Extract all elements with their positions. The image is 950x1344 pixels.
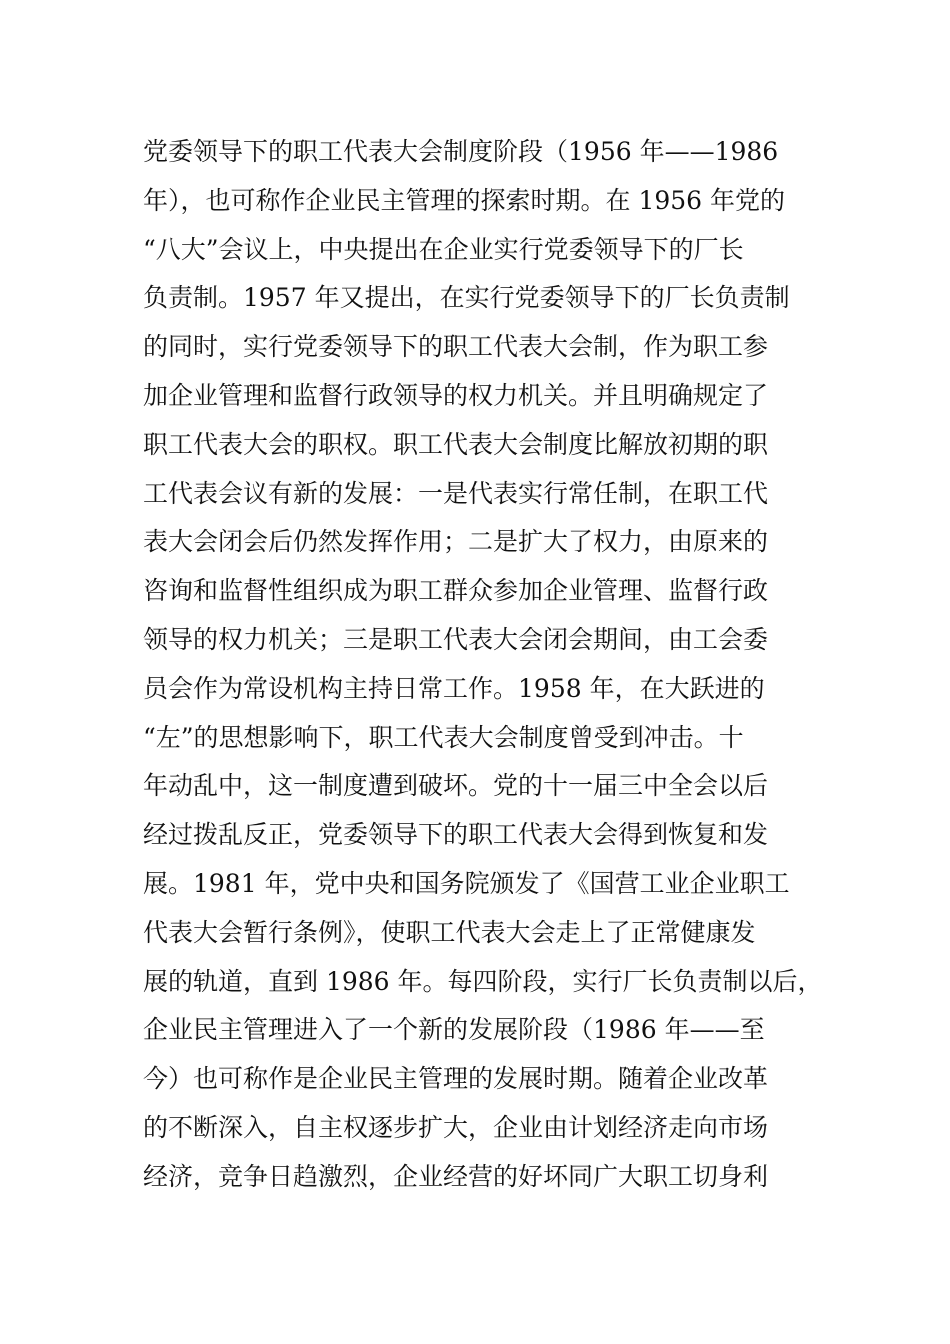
text-line: 的不断深入，自主权逐步扩大，企业由计划经济走向市场 [143, 1112, 769, 1142]
text-line: 企业民主管理进入了一个新的发展阶段（1986 年——至 [143, 1015, 765, 1045]
text-line: 工代表会议有新的发展：一是代表实行常任制，在职工代 [143, 478, 769, 508]
text-line: 年），也可称作企业民主管理的探索时期。在 1956 年党的 [143, 185, 786, 215]
text-line: 经济，竞争日趋激烈，企业经营的好坏同广大职工切身利 [143, 1161, 769, 1191]
text-line: 加企业管理和监督行政领导的权力机关。并且明确规定了 [143, 380, 769, 410]
text-line: 领导的权力机关；三是职工代表大会闭会期间，由工会委 [143, 624, 769, 654]
text-line: “八大”会议上，中央提出在企业实行党委领导下的厂长 [143, 234, 744, 264]
text-line: 负责制。1957 年又提出，在实行党委领导下的厂长负责制 [143, 283, 790, 313]
text-line: 年动乱中，这一制度遭到破坏。党的十一届三中全会以后 [143, 771, 769, 801]
text-line: 展的轨道，直到 1986 年。每四阶段，实行厂长负责制以后， [143, 966, 823, 996]
text-line: 咨询和监督性组织成为职工群众参加企业管理、监督行政 [143, 576, 769, 606]
text-line: 的同时，实行党委领导下的职工代表大会制，作为职工参 [143, 332, 769, 362]
body-paragraph [143, 128, 823, 1202]
text-line: 今）也可称作是企业民主管理的发展时期。随着企业改革 [143, 1064, 769, 1094]
text-line: 经过拨乱反正，党委领导下的职工代表大会得到恢复和发 [143, 820, 769, 850]
text-line: 党委领导下的职工代表大会制度阶段（1956 年——1986 [143, 137, 779, 166]
text-line: 代表大会暂行条例》，使职工代表大会走上了正常健康发 [143, 917, 756, 947]
text-line: 职工代表大会的职权。职工代表大会制度比解放初期的职 [143, 429, 769, 459]
text-line: 表大会闭会后仍然发挥作用；二是扩大了权力，由原来的 [143, 527, 769, 557]
text-line: 展。1981 年，党中央和国务院颁发了《国营工业企业职工 [143, 868, 790, 898]
text-line: “左”的思想影响下，职工代表大会制度曾受到冲击。十 [143, 722, 744, 752]
text-line: 员会作为常设机构主持日常工作。1958 年，在大跃进的 [143, 673, 765, 703]
